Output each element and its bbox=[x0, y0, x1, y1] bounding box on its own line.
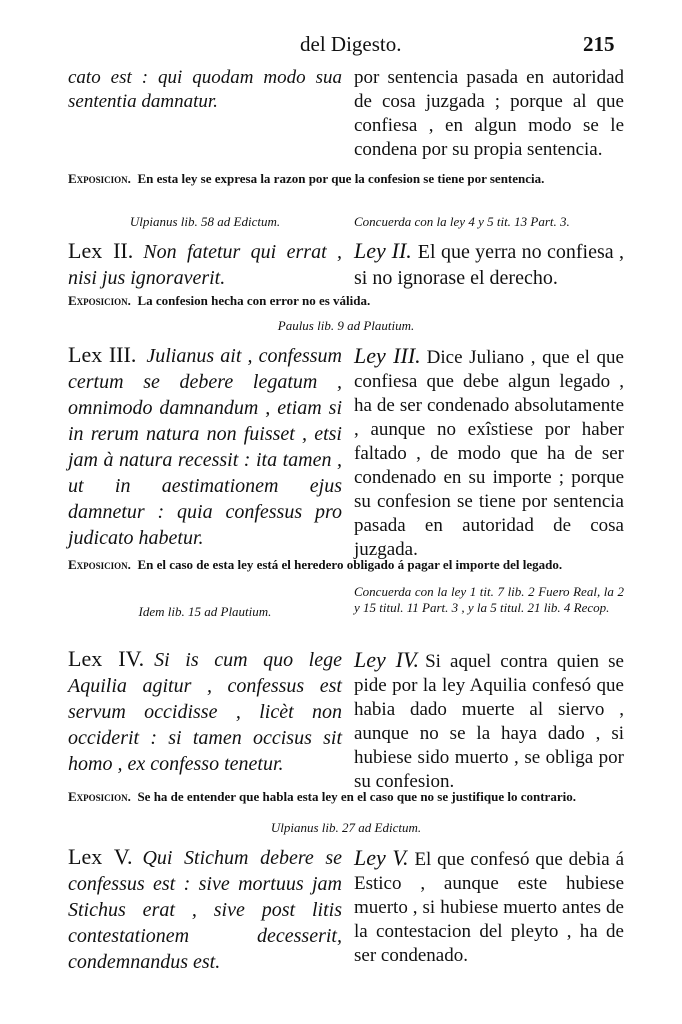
exposicion-text: La confesion hecha con error no es válida. bbox=[137, 293, 371, 308]
exposicion-text: En esta ley se expresa la razon por que la confesion se tiene por sentencia. bbox=[137, 171, 545, 186]
lex-heading: Lex IV. bbox=[68, 646, 145, 671]
ley-III-spanish bbox=[354, 344, 624, 562]
exposicion-label: Exposicion. bbox=[68, 171, 131, 186]
lex-text: Qui Stichum debere se confessus est : sive mortuus jam Stichus erat , sive post litis contestationem decesserit, condemnandus est. bbox=[68, 847, 342, 973]
running-title: del Digesto. bbox=[300, 32, 402, 56]
lex-text: Julianus ait , confessum certum se debere legatum , omnimodo damnandum , etiam si in rerum natura non fuisset , etsi jam à natura recessit : ita tamen , ut in aestimationem ejus damnetur : quia confessus pro judicato habetur. bbox=[68, 345, 342, 549]
ley-text: El que yerra no confiesa , si no ignorase el derecho. bbox=[354, 241, 625, 289]
exposicion-2 bbox=[68, 292, 624, 309]
ley-heading: Ley IV. bbox=[354, 647, 420, 672]
lex-heading: Lex II. bbox=[68, 238, 134, 263]
ley-heading: Ley V. bbox=[354, 845, 409, 870]
ley-text: Dice Juliano , que el que confiesa que debe algun legado , ha de ser condenado absolutamente , aunque no exîstiese por haber faltado , de modo que ha de ser condenado en su importe ; porque su confesion se tiene por sentencia pasada en autoridad de cosa juzgada. bbox=[354, 347, 624, 560]
citation-right: Concuerda con la ley 4 y 5 tit. 13 Part. 3. bbox=[354, 214, 570, 229]
ley-IV-spanish bbox=[354, 648, 624, 794]
citation-left: Idem lib. 15 ad Plautium. bbox=[138, 604, 272, 619]
ley-heading: Ley II. bbox=[354, 238, 412, 263]
lex-heading: Lex III. bbox=[68, 342, 137, 367]
exposicion-4 bbox=[68, 788, 624, 805]
exposicion-label: Exposicion. bbox=[68, 293, 131, 308]
exposicion-label: Exposicion. bbox=[68, 789, 131, 804]
exposicion-text: Se ha de entender que habla esta ley en el caso que no se justifique lo contrario. bbox=[137, 789, 576, 804]
spanish-text-continuation: por sentencia pasada en autoridad de cosa juzgada ; porque al que confiesa , en algun modo se le condena por su propia sentencia. bbox=[354, 67, 624, 160]
page-number: 215 bbox=[583, 32, 615, 56]
ley-heading: Ley III. bbox=[354, 343, 421, 368]
lex-text: Non fatetur qui errat , nisi jus ignoraverit. bbox=[68, 241, 343, 289]
ley-V-spanish bbox=[354, 846, 624, 968]
exposicion-3 bbox=[68, 556, 624, 573]
exposicion-label: Exposicion. bbox=[68, 557, 131, 572]
lex-III-latin bbox=[68, 342, 342, 551]
citation-center: Paulus lib. 9 ad Plautium. bbox=[277, 318, 415, 333]
lex-IV-latin bbox=[68, 646, 342, 777]
lex-text: Si is cum quo lege Aquilia agitur , confessus est servum occidisse , licèt non occiderit : si tamen occisus sit homo , ex confesso tenetur. bbox=[68, 649, 342, 775]
exposicion-text: En el caso de esta ley está el heredero obligado á pagar el importe del legado. bbox=[137, 557, 563, 572]
ley-II-spanish bbox=[354, 238, 624, 291]
exposicion-1 bbox=[68, 170, 624, 187]
lex-II-latin bbox=[68, 238, 342, 291]
citation-center: Ulpianus lib. 27 ad Edictum. bbox=[270, 820, 422, 835]
citation-right: Concuerda con la ley 1 tit. 7 lib. 2 Fuero Real, la 2 y 15 titul. 11 Part. 3 , y la 5 titul. 21 lib. 4 Recop. bbox=[354, 584, 624, 615]
latin-text-continuation: cato est : qui quodam modo sua sententia damnatur. bbox=[68, 67, 342, 112]
citation-left: Ulpianus lib. 58 ad Edictum. bbox=[129, 214, 281, 229]
ley-text: Si aquel contra quien se pide por la ley Aquilia confesó que habia dado muerte al siervo , aunque no se la haya dado , si hubiese sido muerto , se obliga por su confesion. bbox=[354, 651, 624, 792]
lex-V-latin bbox=[68, 844, 342, 975]
ley-text: El que confesó que debia á Estico , aunque este hubiese muerto , si hubiese muerto antes de la contestacion del pleyto , ha de ser condenado. bbox=[354, 849, 624, 966]
lex-heading: Lex V. bbox=[68, 844, 133, 869]
